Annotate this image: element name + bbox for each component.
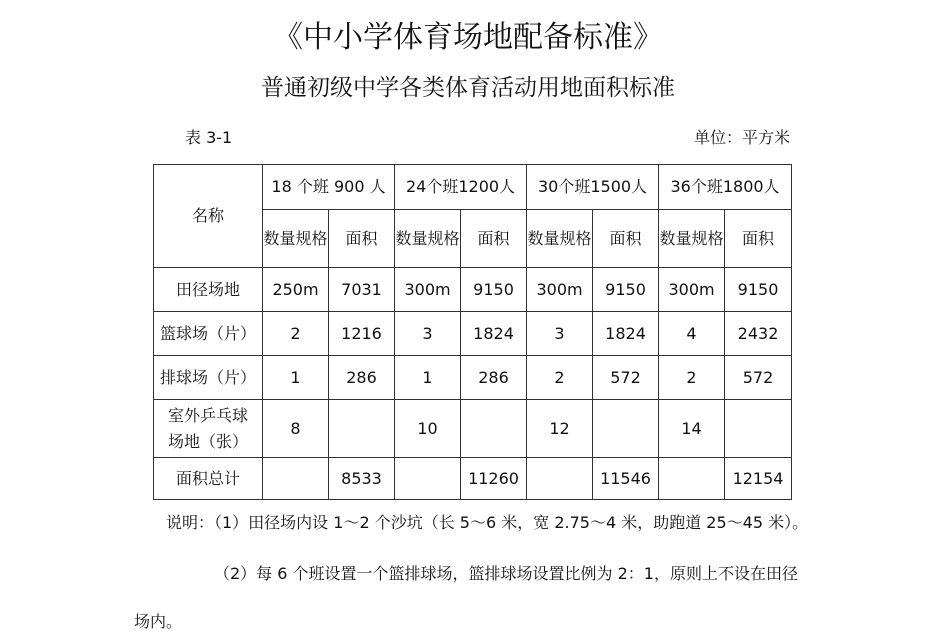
cell (527, 458, 593, 500)
row-name: 排球场（片） (154, 356, 263, 400)
quantity-spec-header: 数量规格 (527, 210, 593, 268)
cell (461, 400, 527, 458)
cell: 11546 (593, 458, 659, 500)
cell (593, 400, 659, 458)
cell (329, 400, 395, 458)
cell: 2 (527, 356, 593, 400)
cell: 1824 (461, 312, 527, 356)
cell: 8 (263, 400, 329, 458)
group-header: 18 个班 900 人 (263, 165, 395, 210)
cell: 9150 (593, 268, 659, 312)
row-name: 室外乒乓球场地（张） (154, 400, 263, 458)
table-number: 表 3-1 (185, 128, 233, 147)
table-row (154, 268, 792, 312)
cell (659, 458, 725, 500)
cell: 4 (659, 312, 725, 356)
cell (263, 458, 329, 500)
cell: 2432 (725, 312, 792, 356)
cell (395, 458, 461, 500)
cell: 300m (395, 268, 461, 312)
table-row (154, 312, 792, 356)
cell: 3 (395, 312, 461, 356)
cell: 286 (329, 356, 395, 400)
page-subtitle: 普通初级中学各类体育活动用地面积标准 (261, 75, 675, 101)
table-row (154, 458, 792, 500)
cell: 1824 (593, 312, 659, 356)
cell: 3 (527, 312, 593, 356)
table-row (154, 400, 792, 458)
cell: 12154 (725, 458, 792, 500)
area-header: 面积 (725, 210, 792, 268)
unit-label: 单位：平方米 (693, 128, 790, 147)
quantity-spec-header: 数量规格 (659, 210, 725, 268)
area-standard-table (153, 164, 792, 500)
area-header: 面积 (461, 210, 527, 268)
cell: 300m (659, 268, 725, 312)
cell: 9150 (725, 268, 792, 312)
group-header: 24个班1200人 (395, 165, 527, 210)
cell: 1 (263, 356, 329, 400)
note-line-2: （2）每 6 个班设置一个篮排球场，篮排球场设置比例为 2：1，原则上不设在田径 (214, 564, 798, 583)
cell (725, 400, 792, 458)
cell: 286 (461, 356, 527, 400)
group-header: 36个班1800人 (659, 165, 792, 210)
cell: 250m (263, 268, 329, 312)
group-header: 30个班1500人 (527, 165, 659, 210)
cell: 1216 (329, 312, 395, 356)
cell: 11260 (461, 458, 527, 500)
area-header: 面积 (593, 210, 659, 268)
quantity-spec-header: 数量规格 (263, 210, 329, 268)
area-header: 面积 (329, 210, 395, 268)
note-line-3: 场内。 (134, 612, 183, 631)
name-header: 名称 (154, 165, 263, 268)
cell: 10 (395, 400, 461, 458)
row-name: 田径场地 (154, 268, 263, 312)
cell: 2 (659, 356, 725, 400)
cell: 7031 (329, 268, 395, 312)
cell: 300m (527, 268, 593, 312)
table-row (154, 356, 792, 400)
cell: 12 (527, 400, 593, 458)
cell: 9150 (461, 268, 527, 312)
cell: 572 (593, 356, 659, 400)
row-name: 篮球场（片） (154, 312, 263, 356)
cell: 14 (659, 400, 725, 458)
page-title: 《中小学体育场地配备标准》 (273, 20, 663, 55)
cell: 572 (725, 356, 792, 400)
quantity-spec-header: 数量规格 (395, 210, 461, 268)
cell: 2 (263, 312, 329, 356)
cell: 1 (395, 356, 461, 400)
cell: 8533 (329, 458, 395, 500)
note-line-1: 说明：（1）田径场内设 1～2 个沙坑（长 5～6 米，宽 2.75～4 米，助跑道 25～45 米）。 (166, 513, 809, 532)
row-name: 面积总计 (154, 458, 263, 500)
